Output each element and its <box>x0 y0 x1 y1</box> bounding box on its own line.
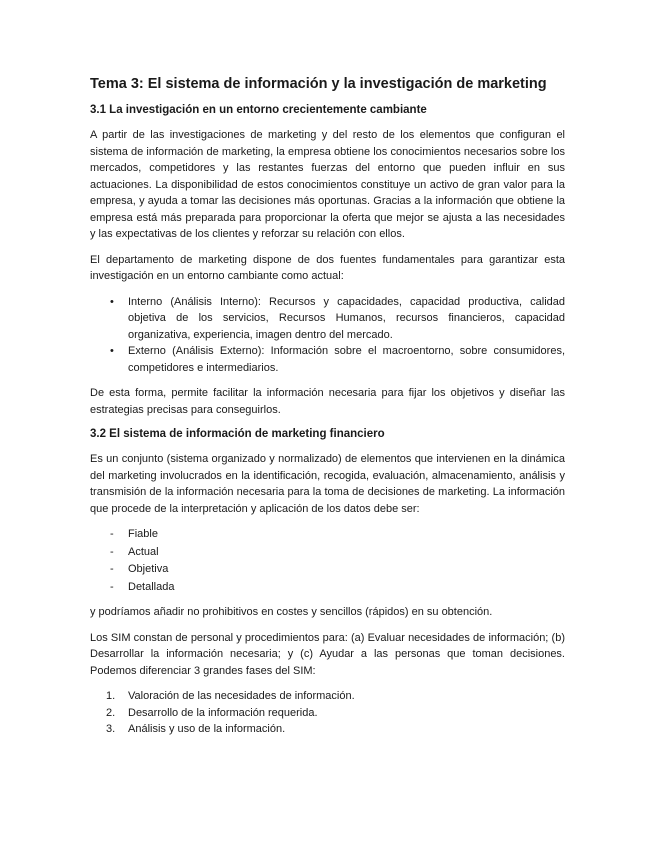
list-item <box>90 561 565 578</box>
document-title: Tema 3: El sistema de información y la investigación de marketing <box>90 76 547 92</box>
section-1-heading: 3.1 La investigación en un entorno crecientemente cambiante <box>90 104 427 116</box>
list-item <box>90 705 565 722</box>
list-item <box>90 544 565 561</box>
list-item <box>90 294 565 344</box>
list-item-text: Desarrollo de la información requerida. <box>128 706 318 719</box>
section-1-paragraph-3: De esta forma, permite facilitar la información necesaria para fijar los objetivos y diseñar las estrategias precisas para conseguirlos. <box>90 387 565 416</box>
section-2-paragraph-1: Es un conjunto (sistema organizado y normalizado) de elementos que intervienen en la dinámica del marketing involucrados en la identificación, recogida, evaluación, almacenamiento, análisis y transmisión de la información necesaria para la toma de decisiones de marketing. La información que procede de la interpretación y aplicación de los datos debe ser: <box>90 453 565 515</box>
dash-marker: - <box>110 545 114 558</box>
list-item-text: Objetiva <box>128 563 169 575</box>
dash-marker: - <box>110 563 114 575</box>
list-item-text: Interno (Análisis Interno): Recursos y capacidades, capacidad productiva, calidad objetiva de los servicios, Recursos Humanos, recursos financieros, capacidad organizativa, experiencia, imagen dentro del mercado. <box>128 295 565 341</box>
list-item <box>90 688 565 705</box>
list-item-text: Valoración de las necesidades de información. <box>128 690 355 702</box>
number-marker: 3. <box>106 723 116 735</box>
list-item <box>90 579 565 596</box>
list-item <box>90 721 565 738</box>
list-item <box>90 343 565 376</box>
list-item-text: Externo (Análisis Externo): Información sobre el macroentorno, sobre consumidores, competidores e intermediarios. <box>128 345 565 374</box>
bullet-marker: • <box>110 295 114 308</box>
sources-bullet-list <box>90 294 565 377</box>
bullet-marker: • <box>110 345 114 357</box>
list-item-text: Fiable <box>128 528 158 540</box>
data-qualities-list <box>90 526 565 595</box>
list-item-text: Actual <box>128 545 159 558</box>
dash-marker: - <box>110 528 114 540</box>
section-2-paragraph-2: y podríamos añadir no prohibitivos en costes y sencillos (rápidos) en su obtención. <box>90 606 493 618</box>
number-marker: 1. <box>106 690 116 702</box>
section-2-heading: 3.2 El sistema de información de marketing financiero <box>90 428 385 440</box>
number-marker: 2. <box>106 706 116 719</box>
section-1-paragraph-1: A partir de las investigaciones de marketing y del resto de los elementos que configuran el sistema de información de marketing, la empresa obtiene los conocimientos necesarios sobre los mercados, competidores y las restantes fuerzas del entorno que pueden influir en sus actuaciones. La disponibilidad de estos conocimientos constituye un activo de gran valor para la empresa, y ayuda a tomar las decisiones más oportunas. Gracias a la información que obtiene la empresa está más preparada para proporcionar la oferta que mejor se ajusta a las necesidades y las expectativas de los clientes y reforzar su relación con ellos. <box>90 129 565 240</box>
section-1-paragraph-2: El departamento de marketing dispone de dos fuentes fundamentales para garantizar esta investigación en un entorno cambiante como actual: <box>90 253 565 282</box>
list-item-text: Análisis y uso de la información. <box>128 723 286 735</box>
list-item <box>90 526 565 543</box>
dash-marker: - <box>110 580 114 593</box>
sim-phases-list <box>90 688 565 738</box>
section-2-paragraph-3: Los SIM constan de personal y procedimientos para: (a) Evaluar necesidades de información; (b) Desarrollar la información necesaria; y (c) Ayudar a las personas que toman decisiones. Podemos diferenciar 3 grandes fases del SIM: <box>90 631 565 677</box>
list-item-text: Detallada <box>128 580 175 593</box>
